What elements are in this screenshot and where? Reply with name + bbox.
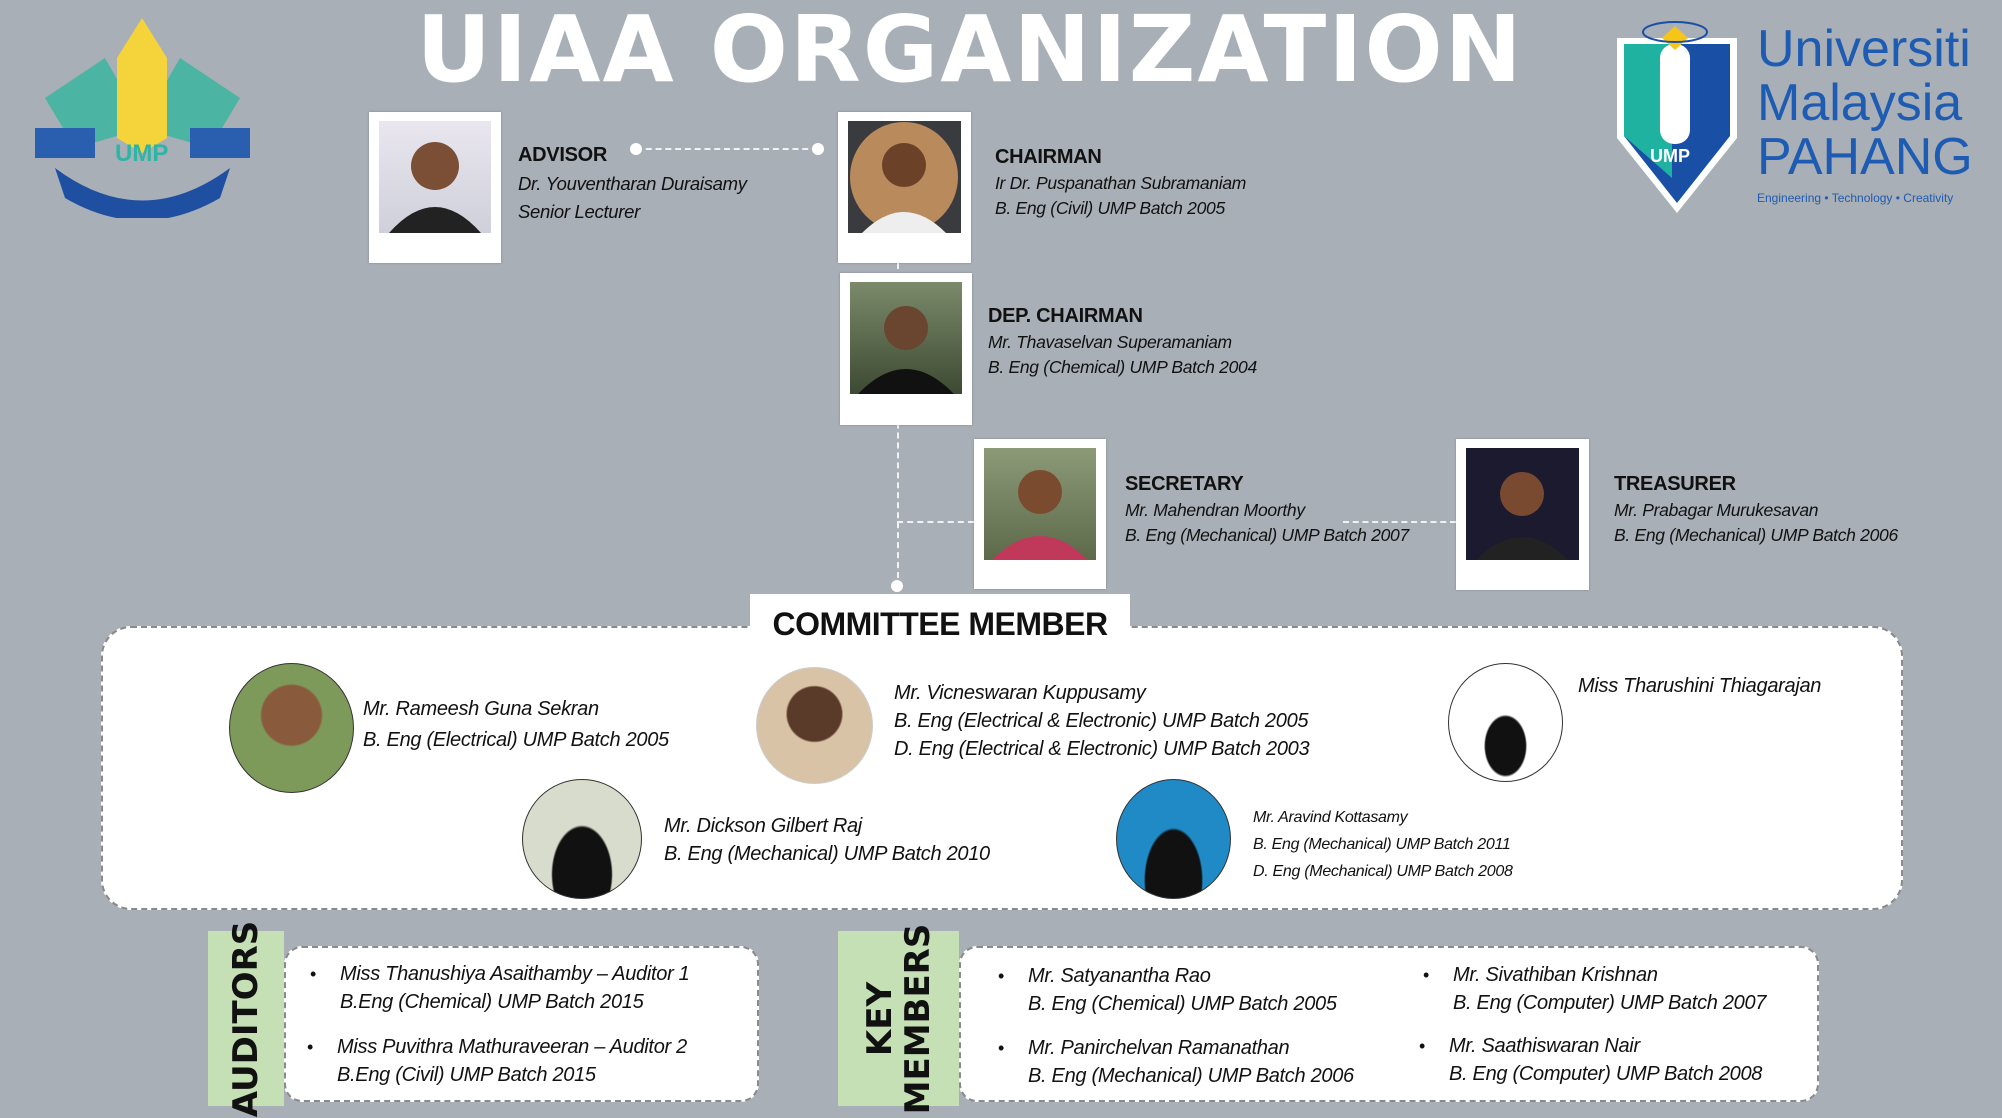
- person-name: Ir Dr. Puspanathan Subramaniam: [995, 173, 1247, 193]
- committee-member: [894, 679, 1309, 763]
- committee-member-photo: [522, 779, 642, 899]
- person-name: Miss Thanushiya Asaithamby – Auditor 1: [340, 963, 690, 985]
- person-detail: B. Eng (Chemical) UMP Batch 2005: [1028, 993, 1337, 1015]
- person-name: Miss Puvithra Mathuraveeran – Auditor 2: [337, 1036, 687, 1058]
- secretary-photo: [984, 448, 1096, 560]
- key-members-label-text: [861, 923, 937, 1114]
- committee-panel: [101, 626, 1903, 910]
- advisor-photo: [379, 121, 491, 233]
- person-detail: B. Eng (Electrical) UMP Batch 2005: [363, 729, 669, 751]
- committee-member-photo: [229, 663, 354, 793]
- connector-dot: [891, 580, 903, 592]
- ump-university-logo: [1612, 8, 1992, 218]
- chairman-photo-card: [838, 112, 971, 263]
- person-name: Miss Tharushini Thiagarajan: [1578, 675, 1822, 697]
- person-detail: B. Eng (Electrical & Electronic) UMP Batch 2005: [894, 710, 1309, 732]
- committee-member: [1253, 804, 1513, 885]
- connector-dot: [812, 143, 824, 155]
- treasurer-photo-card: [1456, 439, 1589, 590]
- bullet: •: [307, 1037, 314, 1057]
- auditors-label-text: AUDITORS: [226, 920, 266, 1117]
- alumni-logo-icon: [15, 18, 270, 218]
- secretary-photo-card: [974, 439, 1106, 589]
- shield-badge-text: UMP: [1650, 146, 1690, 166]
- person-detail: B. Eng (Computer) UMP Batch 2008: [1449, 1063, 1763, 1085]
- person-detail: B. Eng (Mechanical) UMP Batch 2007: [1125, 525, 1409, 545]
- role-title: TREASURER: [1614, 473, 1736, 495]
- person-detail: B. Eng (Mechanical) UMP Batch 2006: [1614, 525, 1898, 545]
- person-name: Mr. Rameesh Guna Sekran: [363, 698, 599, 720]
- person-name: Mr. Aravind Kottasamy: [1253, 809, 1408, 826]
- key-member-item: [1423, 961, 1767, 1017]
- committee-member: [363, 692, 669, 754]
- role-title: ADVISOR: [518, 144, 608, 166]
- dep-chairman-info: [988, 305, 1257, 378]
- person-name: Mr. Vicneswaran Kuppusamy: [894, 682, 1146, 704]
- role-title: DEP. CHAIRMAN: [988, 305, 1143, 327]
- role-title: CHAIRMAN: [995, 146, 1102, 168]
- person-detail: D. Eng (Electrical & Electronic) UMP Batch 2003: [894, 738, 1310, 760]
- person-name: Dr. Youventharan Duraisamy: [518, 173, 747, 194]
- person-detail: B.Eng (Chemical) UMP Batch 2015: [340, 991, 644, 1013]
- auditor-item: [310, 960, 690, 1016]
- secretary-connector: [897, 521, 974, 523]
- dep-chairman-photo: [850, 282, 962, 394]
- treasurer-photo: [1466, 448, 1579, 560]
- key-member-item: [998, 962, 1337, 1018]
- university-name-line1: Universiti: [1757, 20, 1971, 78]
- university-tagline: Engineering • Technology • Creativity: [1757, 191, 1954, 205]
- person-detail: B. Eng (Civil) UMP Batch 2005: [995, 198, 1225, 218]
- auditors-label: [208, 920, 284, 1117]
- person-name: Mr. Dickson Gilbert Raj: [664, 815, 862, 837]
- key-members-label-line2: MEMBERS: [897, 923, 938, 1114]
- person-name: Mr. Prabagar Murukesavan: [1614, 500, 1819, 520]
- committee-member-photo: [756, 667, 873, 784]
- committee-member: [664, 812, 990, 868]
- university-name-line3: PAHANG: [1757, 128, 1973, 186]
- alumni-logo-text: UMP: [115, 140, 169, 167]
- person-detail: B. Eng (Mechanical) UMP Batch 2010: [664, 843, 990, 865]
- bullet: •: [998, 1038, 1005, 1058]
- chairman-info: [995, 146, 1246, 219]
- secretary-info: [1125, 473, 1409, 546]
- role-title: SECRETARY: [1125, 473, 1244, 495]
- person-name: Mr. Sivathiban Krishnan: [1453, 964, 1658, 986]
- university-name: [1757, 22, 1973, 184]
- person-name: Mr. Mahendran Moorthy: [1125, 500, 1305, 520]
- person-detail: B. Eng (Computer) UMP Batch 2007: [1453, 992, 1767, 1014]
- key-member-item: [1419, 1032, 1763, 1088]
- person-name: Mr. Thavaselvan Superamaniam: [988, 332, 1232, 352]
- person-detail: B. Eng (Chemical) UMP Batch 2004: [988, 357, 1257, 377]
- chairman-photo: [848, 121, 961, 233]
- key-members-label: [838, 923, 959, 1114]
- key-members-label-line1: KEY: [859, 981, 900, 1056]
- ump-alumni-logo: [15, 18, 270, 218]
- dep-chairman-photo-card: [840, 273, 972, 425]
- advisor-info: [518, 144, 747, 223]
- person-detail: B. Eng (Mechanical) UMP Batch 2006: [1028, 1065, 1354, 1087]
- key-member-item: [998, 1034, 1354, 1090]
- committee-member-photo: [1448, 663, 1563, 782]
- university-name-line2: Malaysia: [1757, 74, 1963, 132]
- person-detail: B. Eng (Mechanical) UMP Batch 2011: [1253, 836, 1511, 853]
- person-name: Mr. Panirchelvan Ramanathan: [1028, 1037, 1290, 1059]
- person-name: Mr. Saathiswaran Nair: [1449, 1035, 1640, 1057]
- committee-member: [1578, 672, 1821, 700]
- person-detail: D. Eng (Mechanical) UMP Batch 2008: [1253, 863, 1513, 880]
- bullet: •: [998, 966, 1005, 986]
- person-name: Mr. Satyanantha Rao: [1028, 965, 1211, 987]
- treasurer-info: [1614, 473, 1898, 546]
- ump-shield-icon: [1612, 8, 1742, 218]
- bullet: •: [1419, 1036, 1426, 1056]
- bullet: •: [1423, 965, 1430, 985]
- committee-member-photo: [1116, 779, 1231, 899]
- person-detail: Senior Lecturer: [518, 201, 640, 222]
- page-title: UIAA ORGANIZATION: [416, 0, 1524, 103]
- person-detail: B.Eng (Civil) UMP Batch 2015: [337, 1064, 596, 1086]
- committee-heading: COMMITTEE MEMBER: [750, 594, 1130, 650]
- auditor-item: [307, 1033, 687, 1089]
- bullet: •: [310, 964, 317, 984]
- advisor-photo-card: [369, 112, 501, 263]
